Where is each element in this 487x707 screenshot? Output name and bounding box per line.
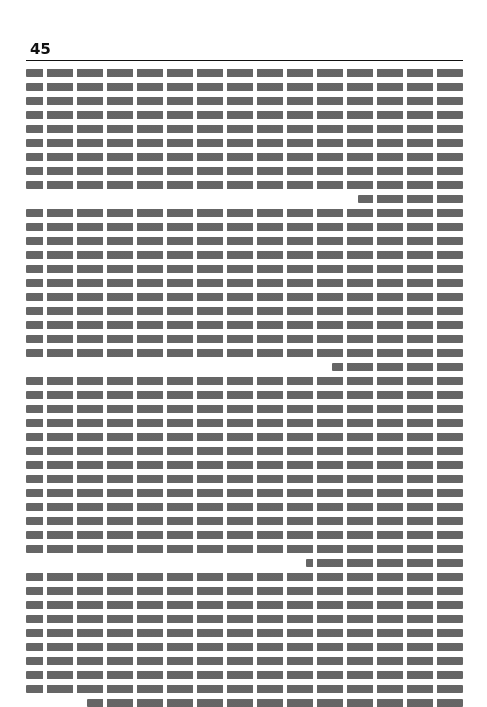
text-line bbox=[306, 559, 463, 567]
text-line bbox=[26, 307, 463, 315]
text-line bbox=[26, 181, 463, 189]
text-line bbox=[26, 545, 463, 553]
text-line bbox=[358, 195, 463, 203]
paragraph-3 bbox=[26, 377, 463, 567]
text-line bbox=[26, 265, 463, 273]
text-line bbox=[26, 573, 463, 581]
text-line bbox=[26, 139, 463, 147]
text-line bbox=[26, 629, 463, 637]
text-line bbox=[26, 461, 463, 469]
text-line bbox=[332, 363, 463, 371]
text-line bbox=[26, 111, 463, 119]
text-line bbox=[26, 125, 463, 133]
text-line bbox=[26, 643, 463, 651]
header-rule bbox=[26, 60, 463, 61]
paragraph-2 bbox=[26, 209, 463, 371]
body-text bbox=[26, 69, 463, 707]
text-line bbox=[26, 153, 463, 161]
text-line bbox=[26, 237, 463, 245]
text-line bbox=[26, 405, 463, 413]
text-line bbox=[26, 251, 463, 259]
text-line bbox=[26, 97, 463, 105]
text-line bbox=[26, 615, 463, 623]
text-line bbox=[26, 349, 463, 357]
text-line bbox=[26, 335, 463, 343]
text-line bbox=[26, 293, 463, 301]
text-line bbox=[26, 377, 463, 385]
text-line bbox=[26, 587, 463, 595]
text-line bbox=[26, 671, 463, 679]
text-line bbox=[26, 83, 463, 91]
paragraph-1 bbox=[26, 69, 463, 203]
text-line bbox=[26, 69, 463, 77]
text-line bbox=[26, 279, 463, 287]
text-line bbox=[26, 601, 463, 609]
text-line bbox=[26, 167, 463, 175]
text-line bbox=[26, 419, 463, 427]
text-line bbox=[26, 433, 463, 441]
text-line bbox=[26, 321, 463, 329]
text-line bbox=[26, 517, 463, 525]
page-number: 45 bbox=[30, 40, 51, 58]
text-line bbox=[26, 223, 463, 231]
text-line bbox=[26, 447, 463, 455]
text-line bbox=[26, 503, 463, 511]
text-line bbox=[26, 531, 463, 539]
text-line bbox=[26, 489, 463, 497]
text-line bbox=[26, 209, 463, 217]
text-line bbox=[87, 699, 463, 707]
paragraph-4 bbox=[26, 573, 463, 707]
text-line bbox=[26, 475, 463, 483]
text-line bbox=[26, 391, 463, 399]
text-line bbox=[26, 685, 463, 693]
text-line bbox=[26, 657, 463, 665]
